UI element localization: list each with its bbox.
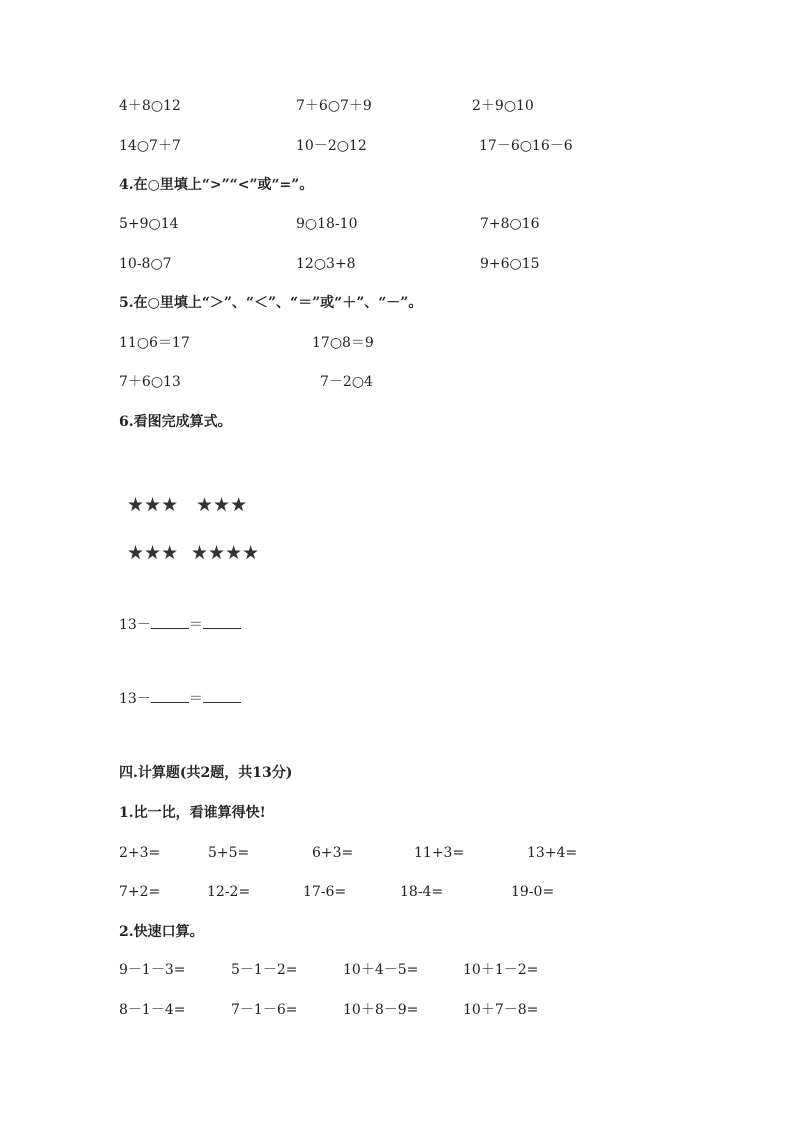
equals-sign: ＝: [188, 691, 203, 707]
calc-item: 7－1－6=: [231, 1002, 298, 1018]
q4-item: 5+9○14: [119, 216, 179, 232]
star-group: ★★★: [127, 494, 179, 516]
calc-item: 17-6=: [303, 884, 347, 900]
calc-item: 12-2=: [207, 884, 251, 900]
q4-item: 10-8○7: [119, 256, 172, 272]
q4-row-2: [0, 254, 794, 274]
compare-item: 10－2○12: [296, 138, 367, 154]
calc1-row-1: [0, 843, 794, 863]
calc-item: 2+3=: [119, 845, 161, 861]
calc-item: 8－1－4=: [119, 1002, 186, 1018]
equation-1: [119, 614, 241, 635]
calc-item: 9－1－3=: [119, 962, 186, 978]
compare-item: 17－6○16－6: [479, 138, 573, 154]
calc-1-title: 1.比一比，看谁算得快!: [119, 805, 266, 821]
calc-item: 5+5=: [208, 845, 250, 861]
compare-item: 7＋6○7＋9: [296, 98, 372, 114]
compare-item: 14○7＋7: [119, 138, 181, 154]
q4-item: 7+8○16: [480, 216, 540, 232]
answer-blank[interactable]: [151, 614, 189, 629]
question-6-title: 6.看图完成算式。: [119, 414, 232, 430]
question-4-title: 4.在○里填上“>”“<”或“=”。: [119, 177, 314, 193]
calc-2-title: 2.快速口算。: [119, 924, 204, 940]
q5-item: 11○6＝17: [119, 335, 190, 351]
calc-item: 10＋7－8=: [463, 1002, 539, 1018]
calc-item: 7+2=: [119, 884, 161, 900]
q5-row-1: [0, 333, 794, 353]
q4-item: 9+6○15: [480, 256, 540, 272]
compare-item: 4＋8○12: [119, 98, 181, 114]
calc-item: 10＋4－5=: [343, 962, 419, 978]
section-4-title: 四.计算题(共2题，共13分): [119, 765, 293, 781]
q5-item: 7＋6○13: [119, 374, 181, 390]
calc1-row-2: [0, 882, 794, 902]
star-group: ★★★: [196, 494, 248, 516]
calc-item: 10＋8－9=: [343, 1002, 419, 1018]
answer-blank[interactable]: [203, 688, 241, 703]
calc-item: 5－1－2=: [231, 962, 298, 978]
answer-blank[interactable]: [151, 688, 189, 703]
star-group: ★★★★: [191, 542, 260, 564]
q5-row-2: [0, 372, 794, 392]
calc-item: 18-4=: [400, 884, 444, 900]
compare-row-2: [0, 136, 794, 156]
equation-prefix: 13－: [119, 617, 151, 633]
q4-item: 9○18-10: [296, 216, 358, 232]
answer-blank[interactable]: [203, 614, 241, 629]
question-5-title: 5.在○里填上“＞”、“＜”、“＝”或“＋”、“－”。: [119, 295, 423, 311]
calc-item: 10＋1－2=: [463, 962, 539, 978]
calc2-row-2: [0, 1000, 794, 1020]
star-group: ★★★: [127, 542, 179, 564]
q4-row-1: [0, 214, 794, 234]
calc-item: 13+4=: [527, 845, 578, 861]
calc-item: 19-0=: [511, 884, 555, 900]
q5-item: 7－2○4: [320, 374, 373, 390]
equation-prefix: 13－: [119, 691, 151, 707]
compare-item: 2＋9○10: [472, 98, 534, 114]
compare-row-1: [0, 96, 794, 116]
calc-item: 11+3=: [414, 845, 465, 861]
q5-item: 17○8＝9: [312, 335, 374, 351]
equation-2: [119, 688, 241, 709]
calc-item: 6+3=: [312, 845, 354, 861]
equals-sign: ＝: [188, 617, 203, 633]
q4-item: 12○3+8: [296, 256, 356, 272]
calc2-row-1: [0, 960, 794, 980]
